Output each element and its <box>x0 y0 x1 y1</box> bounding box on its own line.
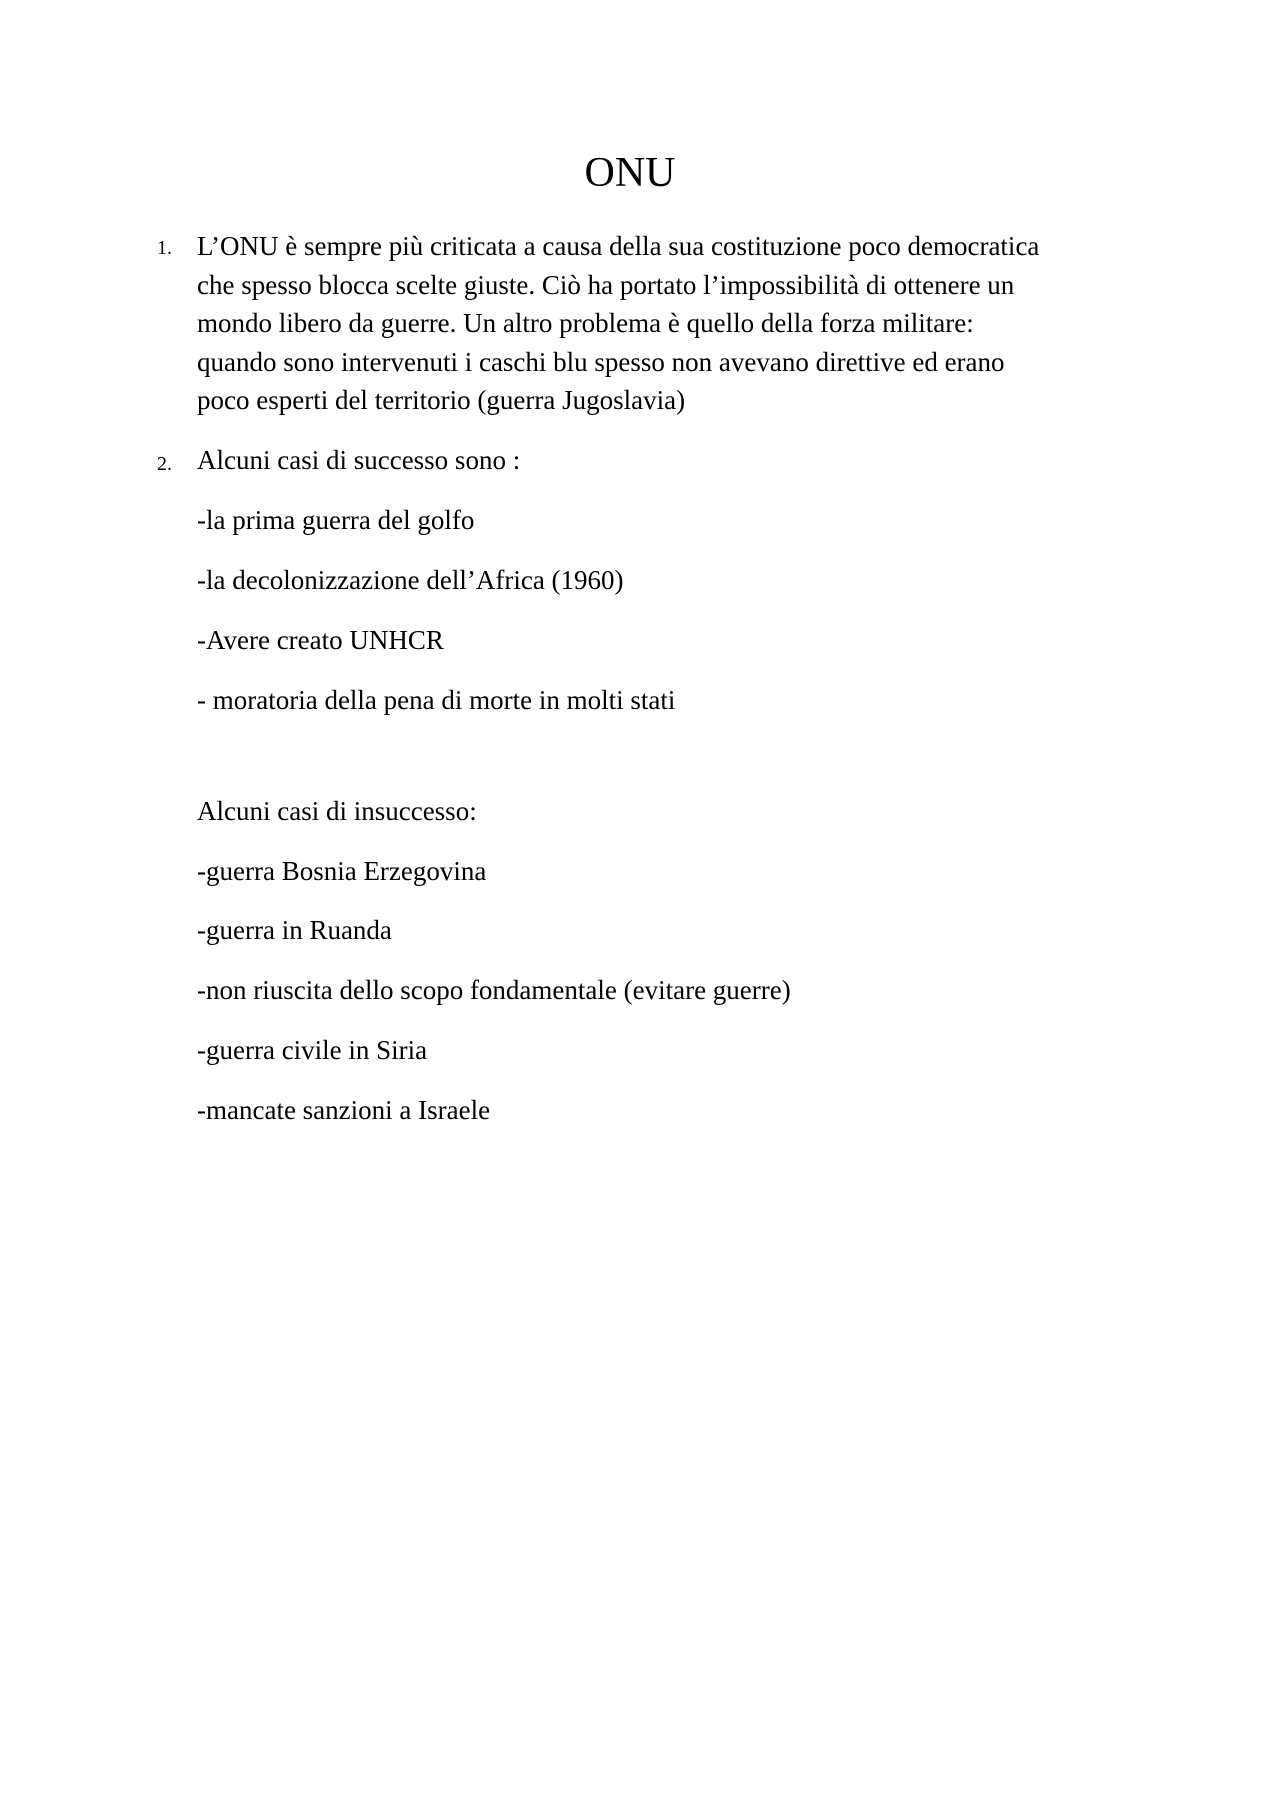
item-1-line: poco esperti del territorio (guerra Jugoslavia) <box>197 385 686 415</box>
document-title: ONU <box>584 150 676 196</box>
item-1-line: L’ONU è sempre più criticata a causa della sua costituzione poco democratica <box>197 231 1040 261</box>
success-intro: Alcuni casi di successo sono : <box>197 445 521 475</box>
list-number-2: 2. <box>157 453 172 475</box>
failure-item: -guerra civile in Siria <box>197 1035 428 1065</box>
list-number-1: 1. <box>157 237 172 259</box>
failure-intro: Alcuni casi di insuccesso: <box>197 796 477 826</box>
success-item: -la prima guerra del golfo <box>197 505 475 535</box>
success-item: -la decolonizzazione dell’Africa (1960) <box>197 565 624 595</box>
failure-item: -guerra in Ruanda <box>197 915 392 945</box>
failure-item: -guerra Bosnia Erzegovina <box>197 856 487 886</box>
success-item: -Avere creato UNHCR <box>197 625 444 655</box>
failure-item: -mancate sanzioni a Israele <box>197 1095 491 1125</box>
item-1-line: mondo libero da guerre. Un altro problema è quello della forza militare: <box>197 308 974 338</box>
success-item: - moratoria della pena di morte in molti stati <box>197 685 676 715</box>
item-1-line: quando sono intervenuti i caschi blu spesso non avevano direttive ed erano <box>197 346 1005 377</box>
item-1-paragraph <box>197 227 1157 420</box>
failure-item: -non riuscita dello scopo fondamentale (evitare guerre) <box>197 975 791 1005</box>
item-1-line: che spesso blocca scelte giuste. Ciò ha portato l’impossibilità di ottenere un <box>197 269 1015 300</box>
